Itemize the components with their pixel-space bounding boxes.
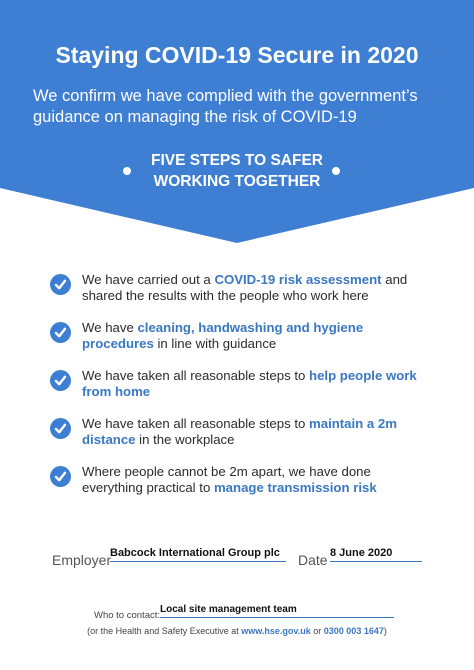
checklist-item-text	[82, 416, 427, 448]
item-text-pre: We have	[82, 320, 138, 335]
item-text-highlight: help people work from home	[82, 368, 417, 399]
item-text-highlight: manage transmission risk	[213, 480, 377, 495]
hse-phone-link[interactable]: 0300 003 1647	[323, 626, 384, 636]
item-text-post: in line with guidance	[153, 336, 277, 351]
item-text-pre: We have taken all reasonable steps to	[82, 368, 310, 383]
employer-label: Employer	[52, 552, 112, 568]
item-text-pre: We have taken all reasonable steps to	[82, 416, 310, 431]
item-text-post: in the workplace	[135, 432, 235, 447]
item-text-pre: We have carried out a	[82, 272, 215, 287]
steps-heading-line1: FIVE STEPS TO SAFER	[151, 152, 323, 169]
hse-website-link[interactable]: www.hse.gov.uk	[241, 626, 311, 636]
hse-text-mid: or	[310, 626, 324, 636]
checkmark-circle-icon	[50, 466, 71, 487]
checklist-item-text	[82, 368, 427, 400]
steps-heading-line2: WORKING TOGETHER	[153, 173, 321, 190]
checkmark-circle-icon	[50, 418, 71, 439]
hse-contact-line	[0, 626, 474, 636]
checklist-item-text	[82, 320, 427, 352]
checklist-item-text	[82, 464, 427, 496]
page-subtitle: We confirm we have complied with the government’s guidance on managing the risk of COVID-19	[33, 87, 418, 126]
date-label: Date	[298, 552, 328, 568]
checklist-item-text	[82, 272, 427, 304]
checkmark-circle-icon	[50, 274, 71, 295]
hse-text-post: )	[383, 626, 387, 636]
employer-field[interactable]: Babcock International Group plc	[110, 547, 286, 562]
item-text-pre: Where people cannot be 2m apart, we have done everything practical to	[82, 464, 371, 495]
contact-label: Who to contact:	[94, 610, 161, 621]
checkmark-circle-icon	[50, 322, 71, 343]
page-title: Staying COVID-19 Secure in 2020	[55, 42, 419, 68]
checkmark-circle-icon	[50, 370, 71, 391]
date-field[interactable]: 8 June 2020	[330, 547, 422, 562]
hse-text-pre: (or the Health and Safety Executive at	[87, 626, 242, 636]
contact-field[interactable]: Local site management team	[160, 604, 394, 618]
item-text-highlight: COVID-19 risk assessment	[214, 272, 382, 287]
item-text-highlight: maintain a 2m distance	[82, 416, 397, 447]
item-text-post: and shared the results with the people who work here	[82, 272, 408, 303]
item-text-highlight: cleaning, handwashing and hygiene procedures	[82, 320, 364, 351]
